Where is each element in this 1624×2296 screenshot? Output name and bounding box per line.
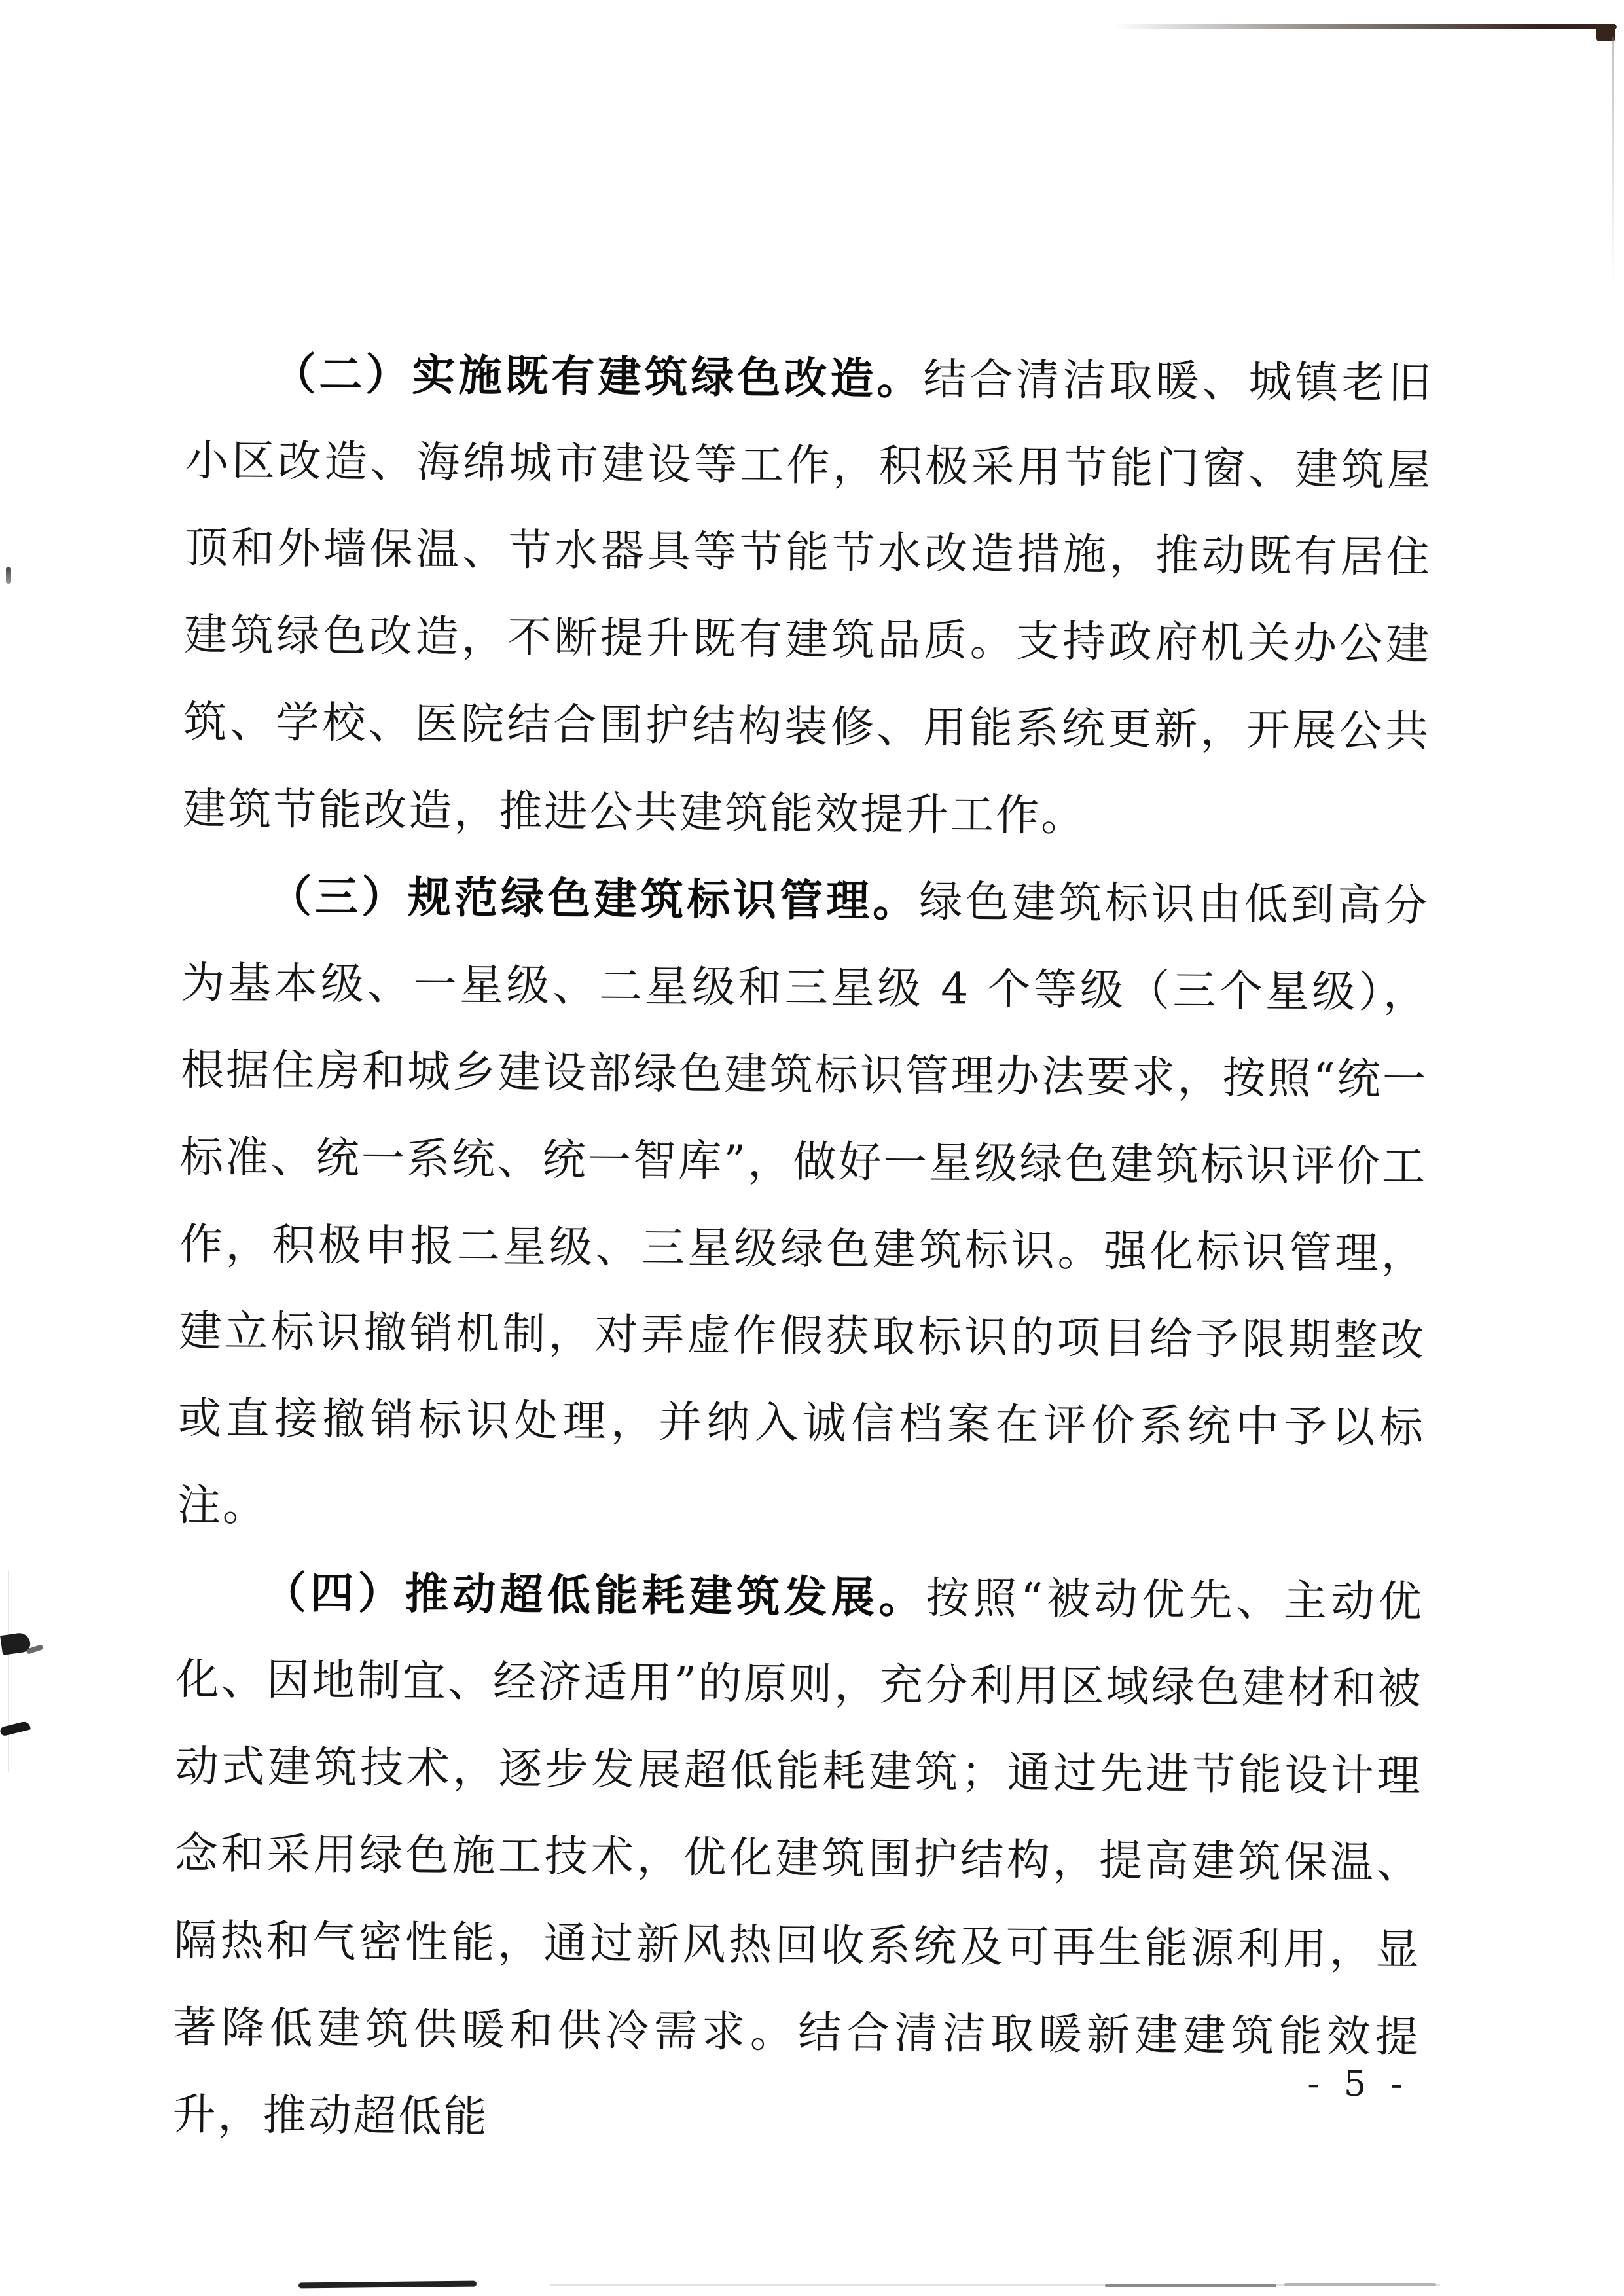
paragraph-section-4 (172, 1549, 1424, 2168)
scan-artifact-bottom-smear (550, 2284, 1440, 2286)
paragraph-body: 结合清洁取暖、城镇老旧小区改造、海绵城市建设等工作，积极采用节能门窗、建筑屋顶和外墙保温、节水器具等节能节水改造措施，推动既有居住建筑绿色改造，不断提升既有建筑品质。支持政府机关办公建筑、学校、医院结合围护结构装修、用能系统更新，开展公共建筑节能改造，推进公共建筑能效提升工作。 (182, 353, 1434, 841)
scan-artifact-left-faint-line (8, 1570, 9, 1772)
document-text-block (172, 330, 1434, 2168)
scan-artifact-left-hook-tail (26, 1644, 43, 1655)
scan-artifact-top-corner-blob (1596, 24, 1615, 41)
paragraph-body: 按照“被动优先、主动优化、因地制宜、经济适用”的原则，充分利用区域绿色建材和被动式建筑技术，逐步发展超低能耗建筑；通过先进节能设计理念和采用绿色施工技术，优化建筑围护结构，提高建筑保温、隔热和气密性能，通过新风热回收系统及可再生能源利用，显著降低建筑供暖和供冷需求。结合清洁取暖新建建筑能效提升，推动超低能 (172, 1572, 1424, 2142)
paragraph-body: 绿色建筑标识由低到高分为基本级、一星级、二星级和三星级 4 个等级（三个星级），根据住房和城乡建设部绿色建筑标识管理办法要求，按照“统一标准、统一系统、统一智库”，做好一星级绿色建筑标识评价工作，积极申报二星级、三星级绿色建筑标识。强化标识管理，建立标识撤销机制，对弄虚作假获取标识的项目给予限期整改或直接撤销标识处理，并纳入诚信档案在评价系统中予以标注。 (177, 876, 1430, 1532)
paragraph-heading: （二）实施既有建筑绿色改造。 (272, 348, 924, 404)
paragraph-section-2 (183, 330, 1434, 862)
page-number: - 5 - (1307, 2062, 1409, 2105)
scan-artifact-bottom-line-gray (1105, 2284, 1276, 2287)
scan-artifact-right-edge-shadow (1612, 37, 1614, 285)
scan-artifact-left-hook-mark (0, 1632, 31, 1655)
scan-artifact-bottom-line-dark (298, 2281, 477, 2289)
paragraph-section-3 (177, 852, 1429, 1558)
scan-artifact-left-swoosh-mark (0, 1721, 31, 1737)
paragraph-heading: （三）规范绿色建筑标识管理。 (268, 870, 920, 927)
scan-artifact-top-edge-line (1113, 24, 1617, 29)
paragraph-heading: （四）推动超低能耗建筑发展。 (262, 1566, 926, 1623)
scan-artifact-left-tick (6, 567, 11, 584)
scan-artifact-bottom-line-light (1284, 2283, 1436, 2286)
